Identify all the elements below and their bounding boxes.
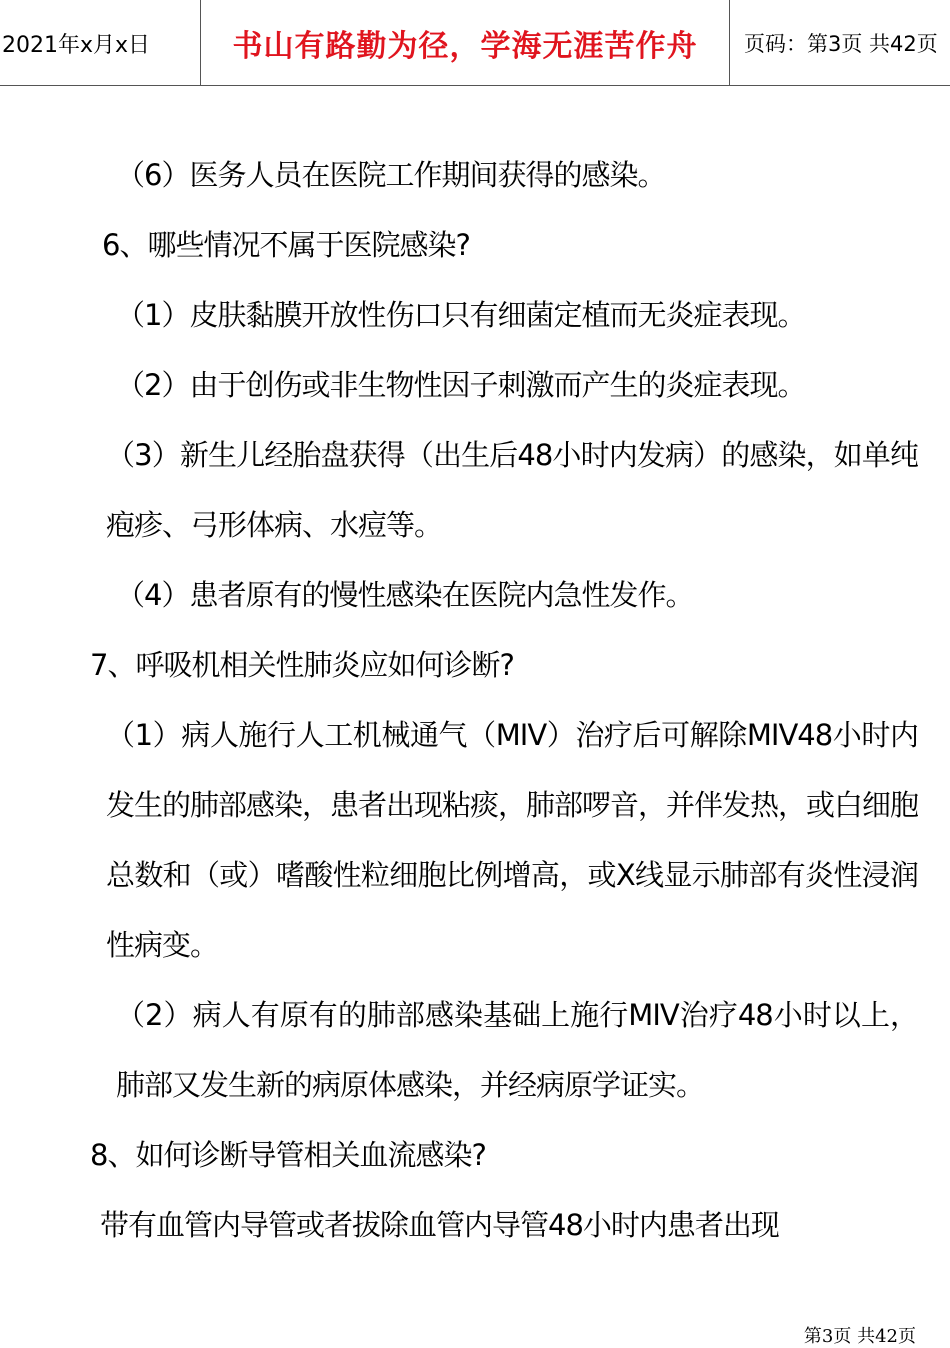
paragraph: （1）皮肤黏膜开放性伤口只有细菌定植而无炎症表现。	[116, 298, 806, 332]
document-body	[34, 140, 918, 1260]
paragraph: （4）患者原有的慢性感染在医院内急性发作。	[116, 578, 694, 612]
question-heading: 7、呼吸机相关性肺炎应如何诊断?	[90, 648, 514, 682]
paragraph: 带有血管内导管或者拔除血管内导管48小时内患者出现	[100, 1208, 779, 1242]
page-footer: 第3页 共42页	[803, 1326, 916, 1347]
header-page-info: 页码：第3页 共42页	[744, 32, 938, 56]
page-header	[0, 0, 950, 86]
header-date: 2021年x月x日	[2, 32, 151, 58]
question-heading: 6、哪些情况不属于医院感染?	[102, 228, 470, 262]
header-motto: 书山有路勤为径，学海无涯苦作舟	[200, 0, 730, 86]
paragraph: （3）新生儿经胎盘获得（出生后48小时内发病）的感染，如单纯疱疹、弓形体病、水痘等。	[106, 438, 918, 542]
question-heading: 8、如何诊断导管相关血流感染?	[90, 1138, 486, 1172]
paragraph: （2）病人有原有的肺部感染基础上施行MIV治疗48小时以上，肺部又发生新的病原体感染，并经病原学证实。	[116, 998, 918, 1102]
paragraph: （1）病人施行人工机械通气（MIV）治疗后可解除MIV48小时内发生的肺部感染，患者出现粘痰，肺部啰音，并伴发热，或白细胞总数和（或）嗜酸性粒细胞比例增高，或X线显示肺部有炎性浸润性病变。	[106, 718, 919, 962]
paragraph: （2）由于创伤或非生物性因子刺激而产生的炎症表现。	[116, 368, 806, 402]
paragraph: （6）医务人员在医院工作期间获得的感染。	[116, 158, 666, 192]
